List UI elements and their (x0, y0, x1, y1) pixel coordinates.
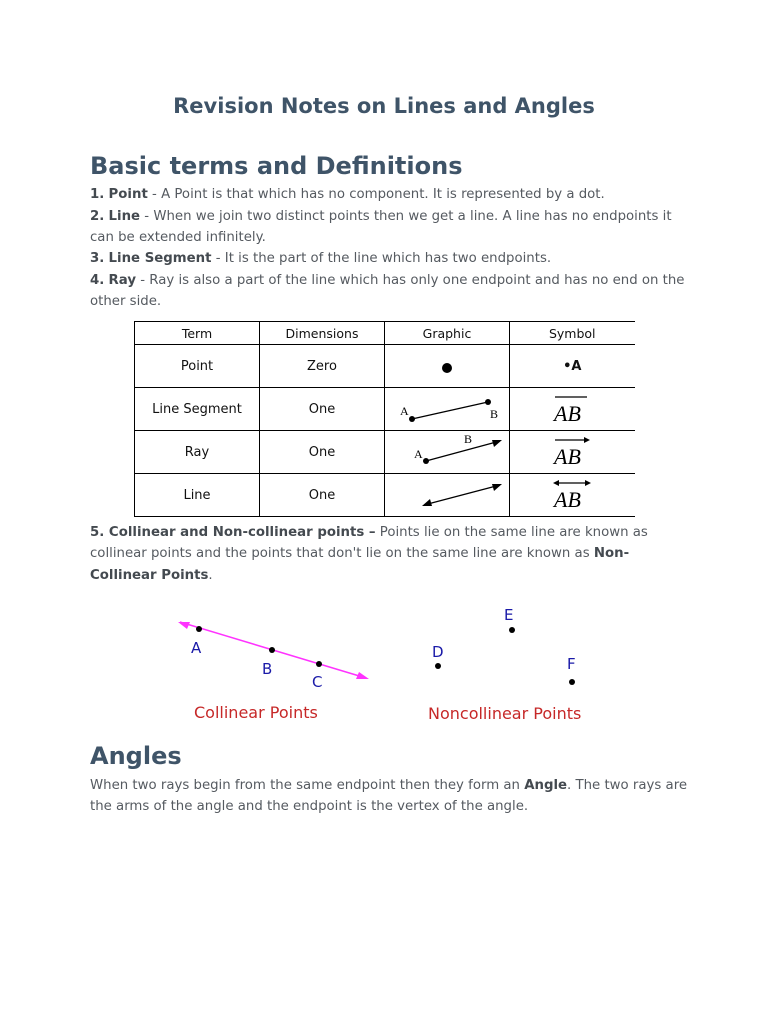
graphic-cell (385, 474, 510, 517)
symbol-cell (510, 345, 635, 388)
noncollinear-point-f (569, 679, 575, 685)
definition-number: 2. (90, 208, 105, 224)
symbol-text: AB (554, 444, 582, 469)
dimensions-cell: One (260, 474, 385, 517)
graphic-cell (385, 345, 510, 388)
table-row (135, 474, 635, 517)
point-graphic (417, 351, 477, 381)
dimensions-cell: One (260, 388, 385, 431)
noncollinear-point-d (435, 663, 441, 669)
noncollinear-caption: Noncollinear Points (428, 704, 582, 723)
collinear-text: Points lie on the same line are known as collinear points and the points that don't lie on the same line are known as (90, 525, 648, 562)
graphic-label: A (400, 404, 409, 418)
line-segment-graphic (392, 389, 502, 429)
noncollinear-term: Non-Collinear Points (90, 546, 630, 583)
point-label: F (567, 655, 576, 673)
noncollinear-point-e (509, 627, 515, 633)
angles-text: When two rays begin from the same endpoint then they form an (90, 778, 525, 793)
definition-ray (90, 270, 690, 313)
symbol-cell (510, 431, 635, 474)
graphic-label: B (464, 432, 473, 446)
graphic-cell (385, 431, 510, 474)
point-symbol: •A (563, 358, 582, 374)
ray-symbol (547, 435, 597, 469)
point-label: A (191, 639, 202, 657)
symbol-cell (510, 474, 635, 517)
terms-table (134, 321, 635, 517)
definition-number: 3. (90, 251, 105, 266)
point-dot (442, 363, 452, 373)
term-cell: Ray (135, 431, 260, 474)
line-symbol (547, 478, 597, 512)
table-header: Graphic (385, 322, 510, 345)
table-header-row (135, 322, 635, 345)
point-label: B (262, 660, 273, 678)
segment-symbol (547, 392, 597, 426)
page-title: Revision Notes on Lines and Angles (173, 94, 595, 118)
collinear-figure (170, 600, 620, 730)
table-header: Term (135, 322, 260, 345)
table-row (135, 345, 635, 388)
section-heading-angles: Angles (90, 742, 182, 770)
graphic-cell (385, 388, 510, 431)
graphic-label: B (490, 407, 499, 421)
dimensions-cell: Zero (260, 345, 385, 388)
collinear-line-arrow-left (178, 622, 190, 629)
definition-text: - It is the part of the line which has two endpoints. (211, 251, 552, 266)
graphic-label: A (414, 447, 423, 461)
angle-term: Angle (524, 778, 568, 793)
symbol-text: AB (554, 401, 582, 426)
table-header: Dimensions (260, 322, 385, 345)
section-heading-basic-terms: Basic terms and Definitions (90, 152, 463, 180)
definition-text: - When we join two distinct points then we get a line. A line has no endpoints it can be extended infinitely. (90, 208, 672, 245)
angles-definition (90, 775, 690, 818)
definition-number: 1. (90, 187, 105, 202)
definition-line-segment (90, 248, 690, 269)
collinear-point-a (196, 626, 202, 632)
definition-text: - Ray is also a part of the line which has only one endpoint and has no end on the other side. (90, 272, 685, 309)
term-cell: Line (135, 474, 260, 517)
definition-text: - A Point is that which has no component. It is represented by a dot. (147, 187, 605, 202)
table-header: Symbol (510, 322, 635, 345)
symbol-text: AB (554, 487, 582, 512)
collinear-period: . (208, 567, 213, 583)
dimensions-cell: One (260, 431, 385, 474)
table-row (135, 431, 635, 474)
point-label: D (432, 643, 444, 661)
collinear-point-b (269, 647, 275, 653)
definition-term: Line Segment (108, 251, 212, 266)
collinear-definition (90, 522, 690, 586)
collinear-line-arrow-right (356, 672, 369, 679)
ray-graphic (392, 432, 502, 472)
definition-number: 4. (90, 272, 105, 288)
term-cell: Line Segment (135, 388, 260, 431)
point-label: C (312, 673, 323, 691)
definition-point (90, 184, 690, 205)
symbol-cell (510, 388, 635, 431)
angles-text-end: . The two rays are the arms of the angle and the endpoint is the vertex of the angle. (90, 778, 688, 815)
collinear-lead: 5. Collinear and Non-collinear points – (90, 525, 376, 540)
definition-term: Point (108, 187, 148, 202)
definition-term: Ray (108, 272, 137, 288)
line-graphic (392, 475, 502, 515)
point-label: E (504, 606, 514, 624)
collinear-point-c (316, 661, 322, 667)
collinear-caption: Collinear Points (194, 703, 318, 722)
definition-term: Line (108, 208, 141, 224)
table-row (135, 388, 635, 431)
term-cell: Point (135, 345, 260, 388)
definition-line (90, 206, 690, 249)
